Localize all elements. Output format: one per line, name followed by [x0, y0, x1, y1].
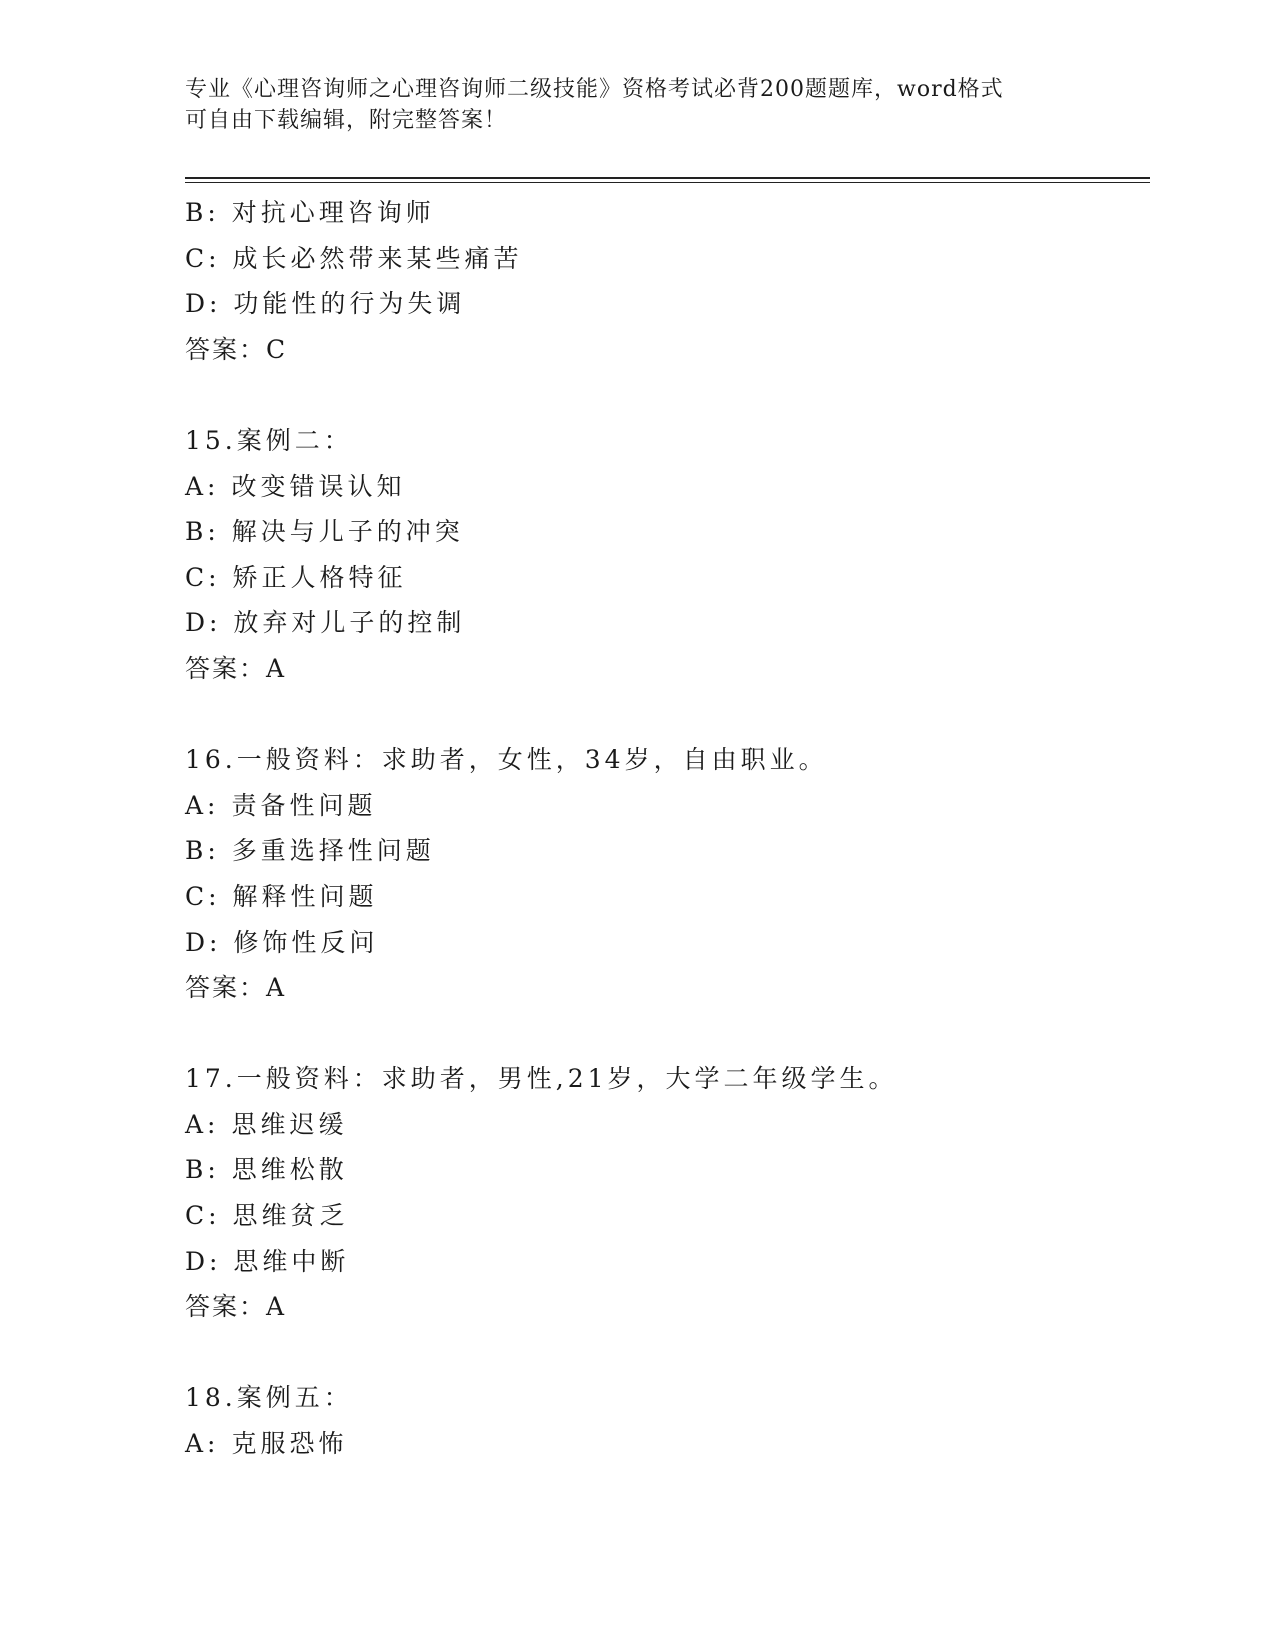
header-line-2: 可自由下载编辑，附完整答案！ [185, 108, 508, 133]
question-title: 17.一般资料：求助者，男性,21岁，大学二年级学生。 [185, 1064, 898, 1094]
question-title: 16.一般资料：求助者，女性，34岁，自由职业。 [185, 745, 828, 775]
spacer [185, 372, 1145, 418]
option-text: 思维迟缓 [231, 1109, 348, 1139]
option-text: 思维贫乏 [232, 1201, 349, 1231]
header-divider-thick [185, 177, 1150, 179]
answer-line: 答案：A [185, 973, 287, 1003]
option-letter: D: [185, 289, 222, 319]
option-text: 责备性问题 [231, 790, 377, 820]
option-letter: A: [185, 790, 220, 820]
option-text: 思维中断 [233, 1246, 350, 1276]
option-b [185, 509, 1145, 555]
option-text: 修饰性反问 [233, 927, 379, 957]
option-a [185, 1102, 1145, 1148]
option-c [185, 555, 1145, 601]
option-text: 克服恐怖 [231, 1429, 348, 1459]
option-a [185, 464, 1145, 510]
document-header [185, 74, 1085, 136]
option-d [185, 920, 1145, 966]
option-d [185, 600, 1145, 646]
option-b [185, 828, 1145, 874]
option-letter: B: [185, 1155, 220, 1185]
answer-line: 答案：A [185, 653, 287, 683]
option-letter: C: [185, 243, 221, 273]
option-text: 多重选择性问题 [231, 836, 435, 866]
spacer [185, 1011, 1145, 1057]
option-a [185, 1421, 1145, 1467]
option-c [185, 874, 1145, 920]
option-text: 功能性的行为失调 [233, 289, 466, 319]
option-d [185, 281, 1145, 327]
option-letter: C: [185, 562, 221, 592]
spacer [185, 692, 1145, 738]
option-letter: D: [185, 608, 222, 638]
option-letter: B: [185, 517, 220, 547]
question-title: 18.案例五： [185, 1383, 353, 1413]
option-letter: C: [185, 881, 221, 911]
answer-line: 答案：C [185, 334, 288, 364]
option-text: 解释性问题 [232, 881, 378, 911]
header-line-1: 专业《心理咨询师之心理咨询师二级技能》资格考试必背200题题库，word格式 [185, 77, 1004, 102]
option-text: 思维松散 [231, 1155, 348, 1185]
answer-line: 答案：A [185, 1292, 287, 1322]
option-letter: A: [185, 1429, 220, 1459]
option-text: 改变错误认知 [231, 471, 406, 501]
option-c [185, 236, 1145, 282]
option-letter: B: [185, 198, 220, 227]
option-b [185, 190, 1145, 236]
option-text: 对抗心理咨询师 [231, 198, 435, 227]
option-text: 矫正人格特征 [232, 562, 407, 592]
option-a [185, 783, 1145, 829]
option-b [185, 1147, 1145, 1193]
option-c [185, 1193, 1145, 1239]
option-letter: C: [185, 1201, 221, 1231]
option-letter: B: [185, 836, 220, 866]
option-letter: D: [185, 927, 222, 957]
option-letter: A: [185, 471, 220, 501]
option-d [185, 1239, 1145, 1285]
option-letter: D: [185, 1246, 222, 1276]
header-divider-thin [185, 182, 1150, 183]
question-list [185, 190, 1145, 1467]
question-title: 15.案例二： [185, 425, 353, 455]
spacer [185, 1330, 1145, 1376]
option-text: 放弃对儿子的控制 [233, 608, 466, 638]
option-text: 解决与儿子的冲突 [231, 517, 464, 547]
option-text: 成长必然带来某些痛苦 [232, 243, 523, 273]
option-letter: A: [185, 1109, 220, 1139]
